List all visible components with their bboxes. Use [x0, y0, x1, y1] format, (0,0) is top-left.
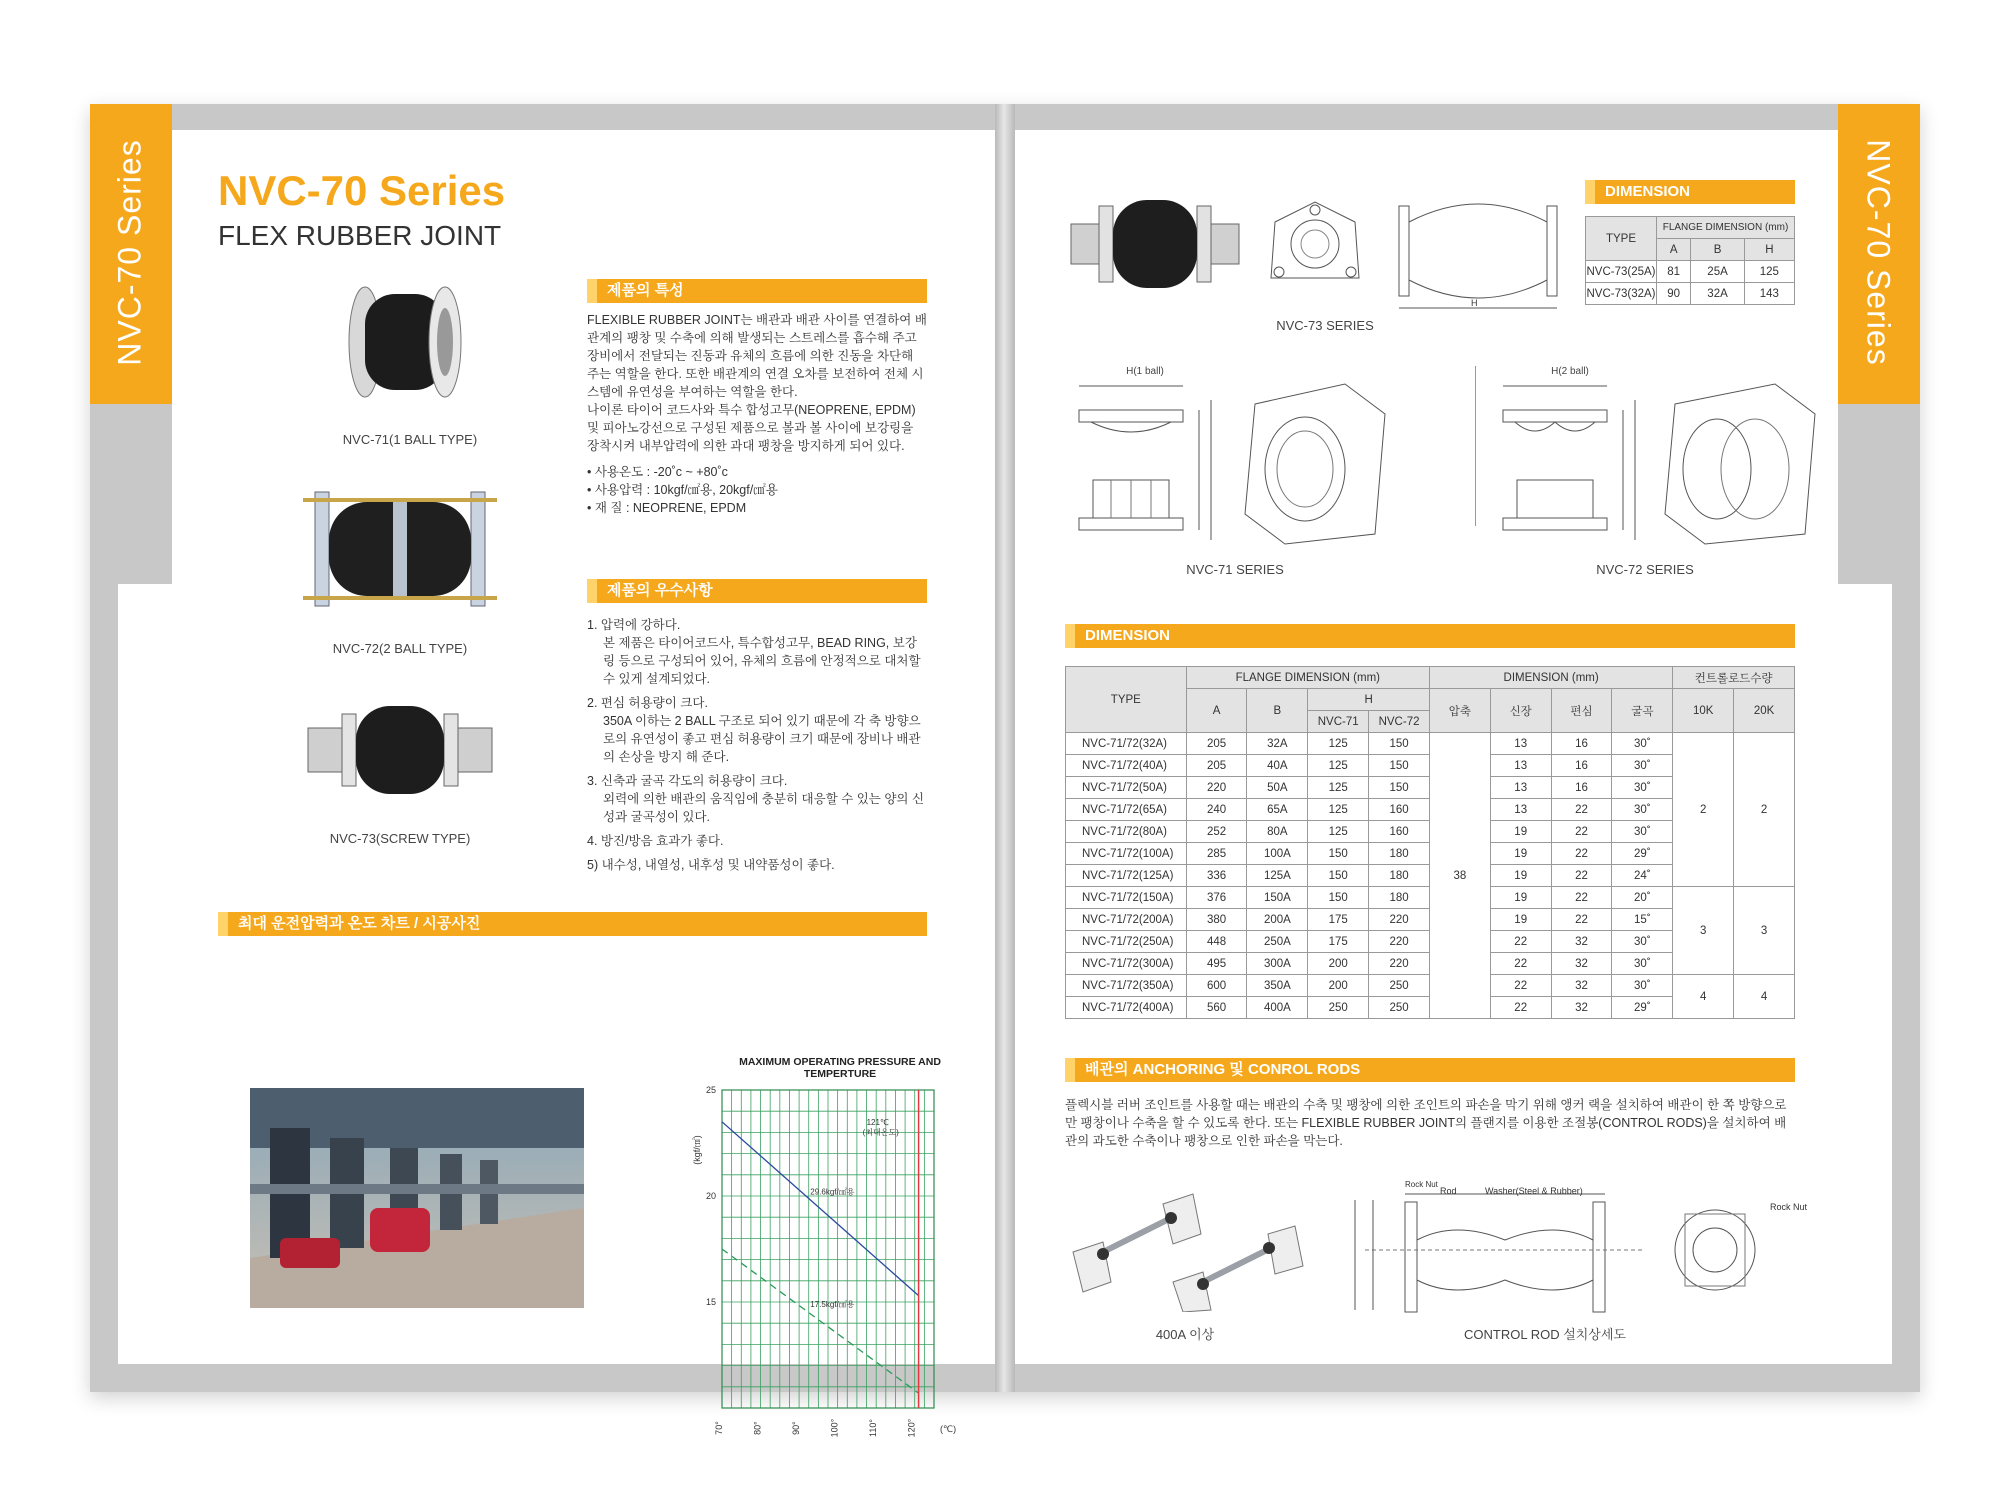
- table-cell: 250: [1369, 997, 1430, 1019]
- table-cell: 150A: [1247, 887, 1308, 909]
- table-cell: 200: [1308, 975, 1369, 997]
- table-cell: 380: [1186, 909, 1247, 931]
- table-cell: 180: [1369, 865, 1430, 887]
- left-page: [90, 104, 995, 1438]
- series-line: [722, 1249, 919, 1393]
- table-cell: 32: [1551, 975, 1612, 997]
- table-cell: 150: [1369, 733, 1430, 755]
- nvc72-photo: [295, 484, 505, 614]
- header-dimension: DIMENSION (mm): [1429, 667, 1672, 689]
- features-paragraph-2: 나이론 타이어 코드사와 특수 합성고무(NEOPRENE, EPDM) 및 피아노강선으로 구성된 제품으로 볼과 볼 사이에 보강링을 장착시켜 내부압력에 의한 과대 팽창을 방지하게 되어 있다.: [587, 403, 916, 453]
- table-cell: 22: [1490, 997, 1551, 1019]
- table-cell: 65A: [1247, 799, 1308, 821]
- table-cell: NVC-71/72(80A): [1066, 821, 1187, 843]
- table-cell: 160: [1369, 821, 1430, 843]
- table-cell: NVC-71/72(50A): [1066, 777, 1187, 799]
- table-cell: NVC-71/72(300A): [1066, 953, 1187, 975]
- table-cell: 100A: [1247, 843, 1308, 865]
- brochure-spread: [90, 104, 1920, 1438]
- table-cell: 19: [1490, 887, 1551, 909]
- features-paragraph-1: FLEXIBLE RUBBER JOINT는 배관과 배관 사이를 연결하여 배관계의 팽창 및 수축에 의해 발생되는 스트레스를 흡수해 주고 장비에서 전달되는 진동과 유체의 흐름에 의한 진동을 차단해 주는 역할을 한다. 또한 배관계의 연결 오차를 보전하여 전체 시스템에 유연성을 부여하는 역할을 한다.: [587, 313, 927, 399]
- chart-section-heading: 최대 운전압력과 온도 차트 / 시공사진: [218, 912, 927, 936]
- table-cell: 16: [1551, 733, 1612, 755]
- table-cell: 19: [1490, 821, 1551, 843]
- table-cell: 240: [1186, 799, 1247, 821]
- nvc71-3d-drawing: [1225, 374, 1395, 554]
- table-cell: 3: [1673, 887, 1734, 975]
- page-number-strip: [1838, 404, 1920, 584]
- table-cell: 560: [1186, 997, 1247, 1019]
- x-tick-label: 90°: [791, 1421, 802, 1435]
- y-tick-label: 15: [705, 1297, 716, 1307]
- anchoring-heading: 배관의 ANCHORING 및 CONROL RODS: [1065, 1058, 1795, 1082]
- table-cell: 13: [1490, 755, 1551, 777]
- series-label: 17.5kgf/㎠용: [810, 1300, 855, 1310]
- table-cell: 336: [1186, 865, 1247, 887]
- header-h: H: [1744, 239, 1794, 261]
- header-b: B: [1247, 689, 1308, 733]
- x-tick-label: 110°: [868, 1419, 879, 1437]
- side-tab: [90, 104, 172, 404]
- h2-label: H(2 ball): [1551, 366, 1589, 377]
- nvc71-caption: NVC-71(1 BALL TYPE): [342, 432, 478, 447]
- table-cell: 220: [1186, 777, 1247, 799]
- advantage-item: 5) 내수성, 내열성, 내후성 및 내약품성이 좋다.: [587, 858, 835, 872]
- table-cell: 2: [1734, 733, 1795, 887]
- table-cell: 160: [1369, 799, 1430, 821]
- table-cell: 150: [1308, 865, 1369, 887]
- table-row: NVC-73(32A) 90 32A 143: [1586, 283, 1795, 305]
- table-cell: 29˚: [1612, 843, 1673, 865]
- dimension-table: [1065, 666, 1795, 1019]
- table-cell: 38: [1429, 733, 1490, 1019]
- side-tab-label: NVC-70 Series: [1860, 139, 1897, 366]
- table-cell: 180: [1369, 843, 1430, 865]
- table-cell: 32: [1551, 931, 1612, 953]
- max-temperature-label: 121℃: [866, 1118, 889, 1127]
- x-tick-label: 70°: [714, 1421, 724, 1435]
- table-cell: 3: [1734, 887, 1795, 975]
- table-cell: 220: [1369, 953, 1430, 975]
- x-tick-label: 80°: [752, 1421, 763, 1435]
- rod-label: Rod: [1440, 1186, 1457, 1196]
- header-a: A: [1186, 689, 1247, 733]
- nvc73-dimension-table: [1585, 216, 1795, 305]
- series-line: [722, 1122, 919, 1296]
- table-cell: 205: [1186, 755, 1247, 777]
- table-cell: 125: [1308, 755, 1369, 777]
- table-cell: 19: [1490, 865, 1551, 887]
- table-cell: NVC-71/72(65A): [1066, 799, 1187, 821]
- table-cell: 125: [1308, 821, 1369, 843]
- table-cell: 200: [1308, 953, 1369, 975]
- rock-nut-label: Rock Nut: [1770, 1202, 1808, 1212]
- y-tick-label: 20: [705, 1191, 716, 1201]
- features-bullet: • 사용압력 : 10kgf/㎠용, 20kgf/㎠용: [587, 483, 778, 497]
- table-cell: 30˚: [1612, 931, 1673, 953]
- table-cell: 150: [1308, 843, 1369, 865]
- header-compress: 압축: [1429, 689, 1490, 733]
- book-gutter: [995, 104, 1015, 1392]
- washer-label: Washer(Steel & Rubber): [1485, 1186, 1583, 1196]
- header-rods: 컨트롤로드수량: [1673, 667, 1795, 689]
- nvc73-photo: [300, 684, 500, 814]
- table-cell: 125A: [1247, 865, 1308, 887]
- table-cell: 22: [1551, 799, 1612, 821]
- rock-nut-small-label: Rock Nut: [1405, 1180, 1438, 1189]
- y-tick-label: 25: [705, 1085, 716, 1095]
- table-cell: 16: [1551, 755, 1612, 777]
- table-cell: 220: [1369, 931, 1430, 953]
- table-cell: 350A: [1247, 975, 1308, 997]
- series-label: 29.6kgf/㎠용: [810, 1187, 855, 1197]
- table-cell: 80A: [1247, 821, 1308, 843]
- page-number: 33: [1842, 584, 1880, 622]
- table-cell: NVC-71/72(350A): [1066, 975, 1187, 997]
- table-row: [1066, 733, 1795, 755]
- anchoring-caption-left: 400A 이상: [1155, 1327, 1215, 1342]
- table-cell: NVC-71/72(200A): [1066, 909, 1187, 931]
- table-cell: 20˚: [1612, 887, 1673, 909]
- table-cell: 22: [1551, 865, 1612, 887]
- table-cell: 30˚: [1612, 733, 1673, 755]
- nvc73-drawing-photo: [1065, 186, 1245, 296]
- nvc71-series-caption: NVC-71 SERIES: [1186, 562, 1284, 577]
- table-cell: 180: [1369, 887, 1430, 909]
- h1-label: H(1 ball): [1126, 366, 1164, 377]
- advantages-heading: 제품의 우수사항: [587, 579, 927, 603]
- header-h-nvc72: NVC-72: [1369, 711, 1430, 733]
- table-cell: 150: [1369, 755, 1430, 777]
- table-cell: NVC-71/72(32A): [1066, 733, 1187, 755]
- nvc71-section-drawing: [1071, 380, 1221, 560]
- table-cell: 125: [1308, 777, 1369, 799]
- table-cell: 30˚: [1612, 975, 1673, 997]
- advantages-list: [587, 616, 927, 880]
- x-axis-label: (℃): [940, 1424, 957, 1434]
- table-cell: 30˚: [1612, 777, 1673, 799]
- header-10k: 10K: [1673, 689, 1734, 733]
- table-row: NVC-73(25A) 81 25A 125: [1586, 261, 1795, 283]
- table-cell: 30˚: [1612, 799, 1673, 821]
- table-cell: 220: [1369, 909, 1430, 931]
- anchoring-text: 플렉시블 러버 조인트를 사용할 때는 배관의 수축 및 팽창에 의한 조인트의 파손을 막기 위해 앵커 랙을 설치하여 배관이 한 쪽 방향으로만 팽창이나 수축을 할 수 있도록 한다. 또는 FLEXIBLE RUBBER JOINT의 플랜지를 이용한 조절봉(CONTROL RODS)을 설치하여 배관의 과도한 수축이나 팽창으로 인한 파손을 막는다.: [1065, 1098, 1787, 1148]
- features-bullet: • 재 질 : NEOPRENE, EPDM: [587, 501, 747, 515]
- table-cell: NVC-71/72(40A): [1066, 755, 1187, 777]
- control-rod-detail-drawing: [1345, 1180, 1765, 1320]
- table-cell: 205: [1186, 733, 1247, 755]
- header-b: B: [1691, 239, 1744, 261]
- table-cell: 175: [1308, 931, 1369, 953]
- header-a: A: [1657, 239, 1691, 261]
- table-cell: 2: [1673, 733, 1734, 887]
- nvc73-series-caption: NVC-73 SERIES: [1276, 318, 1374, 333]
- table-cell: 50A: [1247, 777, 1308, 799]
- table-cell: 22: [1551, 843, 1612, 865]
- table-cell: 4: [1734, 975, 1795, 1019]
- page-title: NVC-70 Series: [218, 167, 506, 214]
- nvc73-caption: NVC-73(SCREW TYPE): [329, 831, 471, 846]
- small-dimension-heading: DIMENSION: [1585, 180, 1795, 204]
- advantage-item: 1. 압력에 강하다. 본 제품은 타이어코드사, 특수합성고무, BEAD RING, 보강링 등으로 구성되어 있어, 유체의 흐름에 안정적으로 대처할 수 있게 설계되었다.: [587, 618, 921, 686]
- table-cell: 22: [1551, 909, 1612, 931]
- nvc72-series-caption: NVC-72 SERIES: [1596, 562, 1694, 577]
- table-cell: 22: [1551, 887, 1612, 909]
- table-cell: 22: [1490, 931, 1551, 953]
- features-body: [587, 311, 927, 517]
- nvc73-side-drawing: [1393, 186, 1563, 316]
- table-cell: 4: [1673, 975, 1734, 1019]
- table-cell: NVC-71/72(250A): [1066, 931, 1187, 953]
- table-cell: 448: [1186, 931, 1247, 953]
- header-flange: FLANGE DIMENSION (mm): [1186, 667, 1429, 689]
- table-cell: 150: [1369, 777, 1430, 799]
- control-rods-photo: [1063, 1182, 1313, 1312]
- side-tab-label: NVC-70 Series: [111, 139, 148, 366]
- table-cell: 175: [1308, 909, 1369, 931]
- table-cell: 22: [1490, 953, 1551, 975]
- header-offset: 편심: [1551, 689, 1612, 733]
- advantage-item: 3. 신축과 굴곡 각도의 허용량이 크다. 외력에 의한 배관의 움직임에 충분히 대응할 수 있는 양의 신성과 굴곡성이 있다.: [587, 774, 925, 824]
- nvc73-flange-drawing: [1255, 192, 1375, 302]
- page-subtitle: FLEX RUBBER JOINT: [218, 220, 502, 251]
- table-cell: NVC-71/72(150A): [1066, 887, 1187, 909]
- nvc71-photo: [340, 282, 470, 402]
- table-cell: 32A: [1247, 733, 1308, 755]
- anchoring-caption-right: CONTROL ROD 설치상세도: [1464, 1327, 1626, 1342]
- table-cell: 30˚: [1612, 755, 1673, 777]
- chart-title: MAXIMUM OPERATING PRESSURE AND TEMPERTURE: [739, 1056, 941, 1080]
- table-cell: 125: [1308, 799, 1369, 821]
- header-type: TYPE: [1066, 667, 1187, 733]
- table-cell: 300A: [1247, 953, 1308, 975]
- table-cell: 600: [1186, 975, 1247, 997]
- table-cell: 252: [1186, 821, 1247, 843]
- header-h: H: [1308, 689, 1430, 711]
- table-cell: 285: [1186, 843, 1247, 865]
- divider: [1475, 366, 1476, 526]
- x-tick-label: 100°: [829, 1418, 840, 1438]
- svg-text:H: H: [1471, 298, 1478, 308]
- header-h-nvc71: NVC-71: [1308, 711, 1369, 733]
- side-tab: [1838, 104, 1920, 404]
- table-cell: 200A: [1247, 909, 1308, 931]
- table-cell: 400A: [1247, 997, 1308, 1019]
- table-cell: 250: [1369, 975, 1430, 997]
- table-cell: 40A: [1247, 755, 1308, 777]
- table-cell: 125: [1308, 733, 1369, 755]
- table-cell: 24˚: [1612, 865, 1673, 887]
- top-bar: [1015, 104, 1920, 130]
- advantage-item: 2. 편심 허용량이 크다. 350A 이하는 2 BALL 구조로 되어 있기 때문에 각 축 방향으로의 유연성이 좋고 편심 허용량이 크기 때문에 장비나 배관의 손상을 방지 해 준다.: [587, 696, 921, 764]
- table-cell: 22: [1551, 821, 1612, 843]
- table-cell: 13: [1490, 799, 1551, 821]
- header-flange: FLANGE DIMENSION (mm): [1657, 217, 1795, 239]
- table-cell: 19: [1490, 909, 1551, 931]
- header-bend: 굴곡: [1612, 689, 1673, 733]
- table-cell: 15˚: [1612, 909, 1673, 931]
- table-cell: 376: [1186, 887, 1247, 909]
- header-20k: 20K: [1734, 689, 1795, 733]
- table-cell: 19: [1490, 843, 1551, 865]
- y-axis-label: (kgf/㎠): [692, 1135, 702, 1165]
- x-tick-label: 120°: [906, 1418, 917, 1438]
- table-cell: 150: [1308, 887, 1369, 909]
- table-cell: 22: [1490, 975, 1551, 997]
- table-cell: 30˚: [1612, 953, 1673, 975]
- table-cell: 30˚: [1612, 821, 1673, 843]
- table-cell: 250: [1308, 997, 1369, 1019]
- table-cell: 29˚: [1612, 997, 1673, 1019]
- installation-photo: [250, 1088, 584, 1308]
- table-cell: 13: [1490, 777, 1551, 799]
- features-heading: 제품의 특성: [587, 279, 927, 303]
- advantage-item: 4. 방진/방음 효과가 좋다.: [587, 834, 724, 848]
- page-number-strip: [90, 404, 172, 584]
- header-extend: 신장: [1490, 689, 1551, 733]
- top-bar: [90, 104, 995, 130]
- table-cell: 250A: [1247, 931, 1308, 953]
- nvc72-caption: NVC-72(2 BALL TYPE): [332, 641, 468, 656]
- table-cell: 32: [1551, 953, 1612, 975]
- table-cell: NVC-71/72(100A): [1066, 843, 1187, 865]
- nvc72-3d-drawing: [1645, 374, 1825, 554]
- table-cell: 13: [1490, 733, 1551, 755]
- nvc72-section-drawing: [1495, 380, 1645, 560]
- table-cell: 495: [1186, 953, 1247, 975]
- page-number: 32: [130, 584, 168, 622]
- dimension-heading: DIMENSION: [1065, 624, 1795, 648]
- table-cell: NVC-71/72(400A): [1066, 997, 1187, 1019]
- features-bullet: • 사용온도 : -20˚c ~ +80˚c: [587, 465, 728, 479]
- table-cell: 32: [1551, 997, 1612, 1019]
- right-page: [1015, 104, 1920, 1392]
- max-temperature-label: (최대온도): [862, 1128, 899, 1137]
- bottom-bar: [1015, 1364, 1920, 1392]
- header-type: TYPE: [1586, 217, 1657, 261]
- chart-svg: [680, 1072, 980, 1452]
- table-cell: NVC-71/72(125A): [1066, 865, 1187, 887]
- table-cell: 16: [1551, 777, 1612, 799]
